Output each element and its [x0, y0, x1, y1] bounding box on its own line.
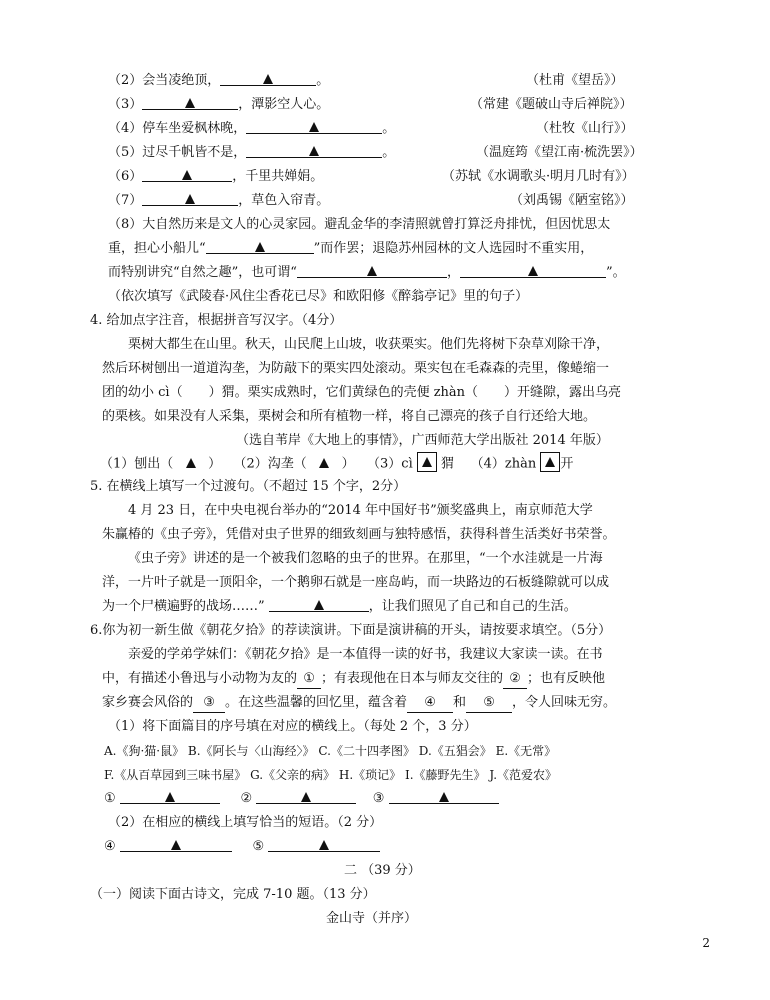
- poem-source: （刘禹锡《陋室铭》）: [510, 193, 634, 208]
- poem-line-2: [108, 72, 329, 90]
- answer-blank[interactable]: [206, 240, 314, 254]
- poem-post: ，草色入帘青。: [238, 193, 330, 208]
- item8-note: （依次填写《武陵春·风住尘香花已尽》和欧阳修《醉翁亭记》里的句子）: [108, 289, 529, 304]
- q5-para: 洋，一片叶子就是一顶阳伞，一个鹅卵石就是一座岛屿，而一块路边的石板缝隙就可以成: [102, 575, 610, 590]
- q4-para: 团的幼小 cì（ ）猬。栗实成熟时，它们黄绿色的壳便 zhàn（ ）开缝隙，露出乌亮: [102, 385, 622, 400]
- answer-blank[interactable]: [246, 144, 382, 158]
- triangle-icon: [319, 840, 329, 850]
- answer-box[interactable]: [540, 452, 560, 472]
- answer-box[interactable]: [417, 452, 437, 472]
- q6-sub2: （2）在相应的横线上填写恰当的短语。（2 分）: [108, 815, 383, 830]
- triangle-icon: [301, 792, 311, 802]
- q4-para: 然后环树刨出一道道沟垄，为防敲下的栗实四处滚动。栗实包在毛森森的壳里，像蜷缩一: [102, 361, 610, 376]
- triangle-icon: [182, 170, 192, 180]
- q6-title: 6.你为初一新生做《朝花夕拾》的荐读演讲。下面是演讲稿的开头，请按要求填空。（5分）: [90, 623, 612, 638]
- part-heading: （一）阅读下面古诗文，完成 7-10 题。（13 分）: [90, 887, 376, 902]
- text: ⑤: [252, 839, 265, 854]
- triangle-icon: [185, 194, 195, 204]
- blank-marker: ④: [407, 694, 453, 713]
- text: ，让我们照见了自己和自己的生活。: [368, 599, 577, 614]
- blank-marker: ③: [193, 694, 225, 713]
- poem-pre: （5）过尽千帆皆不是，: [108, 145, 247, 160]
- text: （3）cì: [367, 456, 413, 472]
- answer-blank[interactable]: [120, 838, 232, 852]
- triangle-icon: [309, 146, 319, 156]
- q5-para: 《虫子旁》讲述的是一个被我们忽略的虫子的世界。在那里，“一个水洼就是一片海: [128, 551, 603, 566]
- poem-post: 。: [382, 121, 396, 136]
- blank-marker: ②: [503, 670, 527, 689]
- answer-blank[interactable]: [142, 192, 238, 206]
- triangle-icon: [367, 266, 377, 276]
- poem-pre: （7）: [108, 193, 143, 208]
- triangle-icon: [309, 122, 319, 132]
- poem-line-6: [108, 168, 323, 186]
- q6-para: [102, 694, 616, 713]
- text: （1）刨出（: [100, 456, 174, 472]
- text: 和: [453, 695, 467, 710]
- q6-options: F.《从百草园到三味书屋》 G.《父亲的病》 H.《琐记》 I.《藤野先生》 J.《范爱农》: [104, 768, 558, 782]
- text: ”而作罢；退隐苏州园林的文人选园时不重实用，: [313, 241, 594, 256]
- answer-blank[interactable]: [142, 96, 238, 110]
- answer-blank[interactable]: [220, 72, 316, 86]
- q4-source: （选自苇岸《大地上的事情》，广西师范大学出版社 2014 年版）: [236, 433, 609, 448]
- text: 猬: [441, 456, 455, 472]
- poem-source: （温庭筠《望江南·梳洗罢》）: [476, 145, 643, 160]
- triangle-icon: [263, 74, 273, 84]
- text: 家乡赛会风俗的: [102, 695, 194, 710]
- q6-blanks-2: [104, 838, 380, 856]
- q5-para: 朱赢椿的《虫子旁》，凭借对虫子世界的细致刻画与独特感悟，获得科普生活类好书荣誉。: [102, 527, 616, 542]
- triangle-icon: [165, 792, 175, 802]
- section-heading: 二 （39 分）: [344, 863, 421, 878]
- poem-source: （常建《题破山寺后禅院》）: [470, 97, 633, 112]
- triangle-icon: [171, 840, 181, 850]
- triangle-icon: [528, 266, 538, 276]
- text: ③: [372, 791, 385, 806]
- poem-line-3: [108, 96, 329, 114]
- triangle-icon[interactable]: [186, 458, 196, 468]
- poem-title: 金山寺（并序）: [326, 911, 418, 926]
- answer-blank[interactable]: [460, 264, 606, 278]
- text: ，: [446, 265, 460, 280]
- item8-line2: [108, 240, 593, 258]
- poem-source: （苏轼《水调歌头·明月几时有》）: [442, 169, 635, 184]
- text: ）: [208, 456, 222, 472]
- poem-post: 。: [382, 145, 396, 160]
- text: 。在这些温馨的回忆里，蕴含着: [225, 695, 408, 710]
- poem-line-5: [108, 144, 395, 162]
- q5-para: 4 月 23 日，在中央电视台举办的“2014 年中国好书”颁奖盛典上，南京师范大学: [128, 503, 593, 518]
- poem-post: ，千里共婵娟。: [232, 169, 324, 184]
- blank-marker: ⑤: [466, 694, 512, 713]
- answer-blank[interactable]: [389, 790, 499, 804]
- poem-pre: （3）: [108, 97, 143, 112]
- text: ①: [104, 791, 116, 806]
- text: ”。: [605, 265, 626, 280]
- text: 重，担心小船儿“: [108, 241, 206, 256]
- answer-blank[interactable]: [256, 790, 356, 804]
- answer-blank[interactable]: [142, 168, 232, 182]
- triangle-icon[interactable]: [319, 458, 329, 468]
- q6-para: [102, 670, 605, 689]
- answer-blank[interactable]: [246, 120, 382, 134]
- answer-blank[interactable]: [297, 264, 447, 278]
- triangle-icon: [439, 792, 449, 802]
- q6-sub1: （1）将下面篇目的序号填在对应的横线上。（每处 2 个，3 分）: [108, 719, 477, 734]
- triangle-icon: [185, 98, 195, 108]
- poem-post: ，潭影空人心。: [238, 97, 330, 112]
- poem-pre: （6）: [108, 169, 143, 184]
- text: ②: [240, 791, 253, 806]
- q4-para: 的栗核。如果没有人采集，栗树会和所有植物一样，将自己漂亮的孩子自行还给大地。: [102, 409, 597, 424]
- q4-para: 栗树大都生在山里。秋天，山民爬上山坡，收获栗实。他们先将树下杂草刈除干净，: [128, 337, 610, 352]
- poem-line-4: [108, 120, 395, 138]
- text: ）: [341, 456, 355, 472]
- answer-blank[interactable]: [120, 790, 220, 804]
- q5-para: [102, 598, 577, 616]
- poem-source: （杜牧《山行》）: [536, 121, 634, 136]
- poem-line-7: [108, 192, 329, 210]
- text: ；也有反映他: [527, 671, 606, 686]
- text: ；有表现他在日本与师友交往的: [321, 671, 504, 686]
- page-number: 2: [702, 936, 710, 950]
- triangle-icon: [314, 600, 324, 610]
- text: 为一个尸横遍野的战场……”: [102, 599, 265, 614]
- answer-blank[interactable]: [269, 598, 369, 612]
- poem-pre: （4）停车坐爱枫林晚，: [108, 121, 247, 136]
- item8-line1: （8）大自然历来是文人的心灵家园。避乱金华的李清照就曾打算泛舟排忧，但因忧思太: [108, 217, 611, 232]
- q4-answers: [100, 454, 573, 474]
- text: 中，有描述小鲁迅与小动物为友的: [102, 671, 298, 686]
- triangle-icon: [255, 242, 265, 252]
- text: 而特别讲究“自然之趣”，也可谓“: [108, 265, 297, 280]
- triangle-icon: [422, 457, 432, 467]
- text: ，令人回味无穷。: [512, 695, 617, 710]
- q4-title: 4. 给加点字注音，根据拼音写汉字。（4分）: [90, 313, 343, 328]
- text: 开: [560, 456, 574, 472]
- blank-marker: ①: [297, 670, 321, 689]
- text: （2）沟垄（: [233, 456, 307, 472]
- q6-blanks-1: [104, 790, 499, 808]
- text: （4）zhàn: [470, 456, 537, 472]
- text: ④: [104, 839, 116, 854]
- answer-blank[interactable]: [268, 838, 380, 852]
- q6-options: A.《狗·猫·鼠》 B.《阿长与〈山海经〉》 C.《二十四孝图》 D.《五猖会》 E.《无常》: [104, 744, 557, 758]
- item8-line3: [108, 264, 626, 282]
- poem-pre: （2）会当凌绝顶，: [108, 73, 221, 88]
- poem-source: （杜甫《望岳》）: [526, 73, 624, 88]
- q6-para: 亲爱的学弟学妹们：《朝花夕拾》是一本值得一读的好书，我建议大家读一读。在书: [128, 647, 603, 662]
- triangle-icon: [545, 457, 555, 467]
- poem-post: 。: [316, 73, 330, 88]
- q5-title: 5. 在横线上填写一个过渡句。（不超过 15 个字，2分）: [90, 479, 407, 494]
